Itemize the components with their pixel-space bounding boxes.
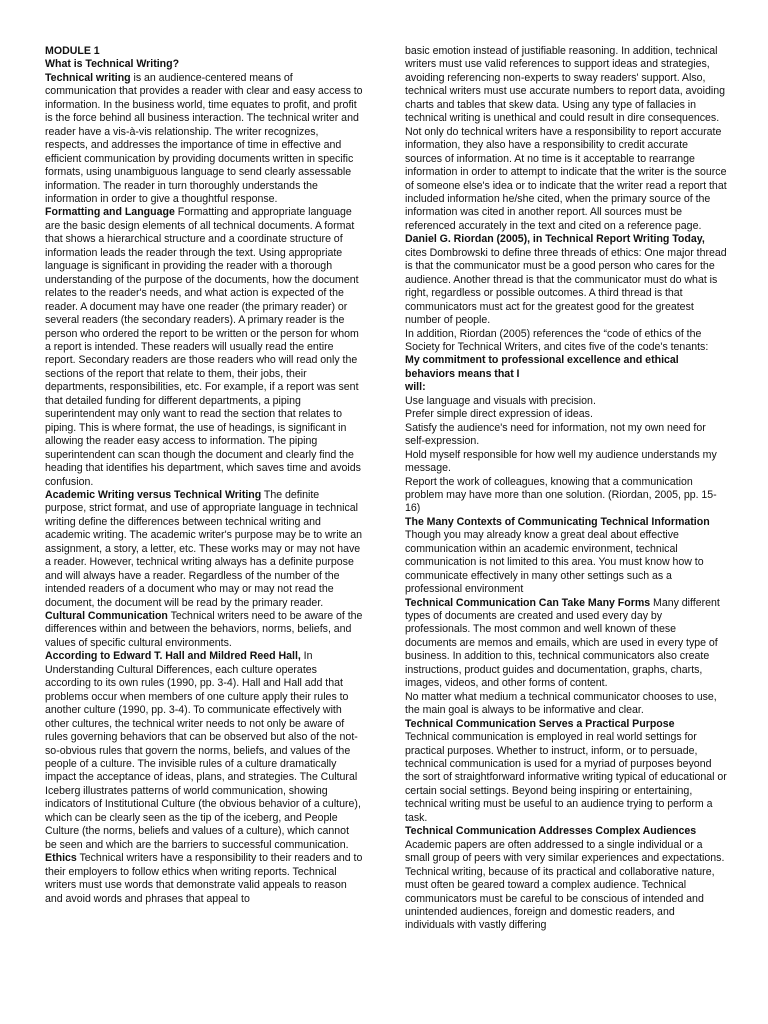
tenet-item: Use language and visuals with precision. xyxy=(405,394,596,407)
body-audiences: Academic papers are often addressed to a single individual or a small group of peers with very similar experiences and expectations. Technical writing, because of its practical and collaborative nature, must often be geared toward a complex audience. Technical communicators must be careful to be conscious of intended and unintended audiences, foreign and domestic readers, and individuals with vastly differing xyxy=(405,838,725,932)
body-practical: Technical communication is employed in real world settings for practical purposes. Whether to instruct, inform, or to persuade, technical communication is used for a myriad of purposes beyond the sort of straightforward informative writing typical of educational or certain social settings. Beyond being inspiring or entertaining, technical writing must be useful to an audience trying to perform a task. xyxy=(405,731,727,824)
paragraph-academic xyxy=(45,489,363,610)
paragraph-riordan-addition: In addition, Riordan (2005) references the “code of ethics of the Society for Technical Writers, and cites five of the code's tenants: xyxy=(405,327,709,353)
paragraph-forms xyxy=(405,597,727,691)
heading-practical: Technical Communication Serves a Practical Purpose xyxy=(405,717,675,730)
heading-cultural: Cultural Communication xyxy=(45,610,168,623)
paragraph-hall xyxy=(45,650,363,852)
paragraph-ethics-continued: basic emotion instead of justifiable reasoning. In addition, technical writers must use valid references to support ideas and strategies, avoiding referencing non-experts to sway readers' support. Also, technical writers must use accurate numbers to report data, avoiding charts and tables that skew data. Using any type of fallacies in technical writing is unethical and could result in dire consequences. Not only do technical writers have a responsibility to report accurate information, they also have a responsibility to credit accurate sources of information. At no time is it acceptable to rearrange information in order to attempt to indicate that the writer is the source of someone else's idea or to indicate that the writer read a report that included information he/she cited, when the primary source of the information was cited in another report. All sources must be referenced accurately in the text and cited on a reference page. xyxy=(405,45,727,232)
paragraph-formatting xyxy=(45,206,363,489)
heading-formatting: Formatting and Language xyxy=(45,206,175,219)
heading-ethics: Ethics xyxy=(45,852,77,865)
heading-contexts: The Many Contexts of Communicating Technical Information xyxy=(405,515,710,528)
tenet-item: Satisfy the audience's need for information, not my own need for self-expression. xyxy=(405,421,706,448)
tenet-item: Hold myself responsible for how well my audience understands my message. xyxy=(405,448,717,475)
tenets-list xyxy=(405,395,727,516)
commitment-heading-line-1: My commitment to professional excellence and ethical behaviors means that I xyxy=(405,354,679,380)
body-cultural: Technical writers need to be aware of the differences within and between the behaviors, norms, beliefs, and values of specific cultural environments. xyxy=(45,610,363,649)
right-column xyxy=(405,45,727,933)
heading-audiences: Technical Communication Addresses Complex Audiences xyxy=(405,825,697,838)
body-formatting: Formatting and appropriate language are the basic design elements of all technical documents. A format that shows a hierarchical structure and a coordinate structure of information leads the reader through the text. Using appropriate language is significant in providing the reader with a thorough understanding of the purpose of the documents, how the document relates to the reader's needs, and what action is expected of the reader. A document may have one reader (the primary reader) or several readers (the secondary readers). A primary reader is the person who ordered the report to be written or the person for whom a report is intended. These readers will usually read the entire report. Secondary readers are those readers who will read only the sections of the report that relate to them, their jobs, their departments, responsibilities, etc. For example, if a report was sent that detailed funding for different departments, a piping superintendent may only want to read the section that relates to piping. This is where format, the use of headings, is significant in allowing the reader easy access to information. The piping superintendent can scan though the document and clearly find the heading that identifies his department, which saves time and avoids confusion. xyxy=(45,206,361,488)
paragraph-technical-writing xyxy=(45,72,363,207)
heading-riordan: Daniel G. Riordan (2005), in Technical Report Writing Today, xyxy=(405,233,705,246)
body-hall: In Understanding Cultural Differences, each culture operates according to its own rules (1990, pp. 3-4). Hall and Hall add that problems occur when members of one culture apply their rules to another culture (1990, pp. 3-4). To communicate effectively with other cultures, the technical writer needs to not only be aware of rules governing behaviors that can be observed but also of the not-so-obvious rules that govern the norms, beliefs, and values of the people of a culture. The invisible rules of a culture dramatically impact the acceptance of ideas, plans, and strategies. The Cultural Iceberg illustrates patterns of world communication, showing indicators of Institutional Culture (the obvious behavior of a culture), which can be clearly seen as the tip of the iceberg, and People Culture (the norms, beliefs and values of a culture), which cannot be seen and which are the barriers to successful communication. xyxy=(45,650,361,851)
body-riordan: cites Dombrowski to define three threads of ethics: One major thread is that the communicator must be a good person who cares for the audience. Another thread is that the communicator must do what is right, regardless or possible outcomes. A third thread is that communicators must act for the greatest good for the greatest number of people. xyxy=(405,246,727,327)
body-ethics: Technical writers have a responsibility to their readers and to their employers to follow ethics when writing reports. Technical writers must use words that demonstrate valid appeals to reason and avoid words and phrases that appeal to xyxy=(45,852,363,905)
tenet-item: Report the work of colleagues, knowing that a communication problem may have more than one solution. (Riordan, 2005, pp. 15-16) xyxy=(405,475,717,515)
body-technical-writing: is an audience-centered means of communication that provides a reader with clear and easy access to information. In the business world, time equates to profit, and profit is the force behind all business interaction. The technical writer and reader have a vis-à-vis relationship. The writer recognizes, respects, and addresses the importance of time in effective and efficient communication by providing documents written in specific formats, using unambiguous language to send clearly assessable information. The reader in turn thoroughly understands the information in order to give a thoughtful response. xyxy=(45,71,363,205)
heading-hall: According to Edward T. Hall and Mildred Reed Hall, xyxy=(45,650,301,663)
body-forms: Many different types of documents are created and used every day by professionals. The most common and well known of these documents are memos and emails, which are used in every type of business. In addition to this, technical communicators also create instructions, product guides and documentation, graphs, charts, images, videos, and other forms of content. xyxy=(405,596,720,690)
paragraph-ethics xyxy=(45,852,363,906)
tenet-item: Prefer simple direct expression of ideas. xyxy=(405,408,593,421)
paragraph-cultural xyxy=(45,610,363,650)
commitment-heading-line-2: will: xyxy=(405,381,426,394)
paragraph-contexts xyxy=(405,516,727,597)
body-academic: The definite purpose, strict format, and use of appropriate language in technical writing define the differences between technical writing and academic writing. The academic writer's purpose may be to write an assignment, a story, a letter, etc. These works may or may not have a reader. However, technical writing always has a definite purpose and will always have a reader. Regardless of the number of the intended readers of a document who may or may not read the document, the document will be read by the primary reader. xyxy=(45,488,363,609)
module-title: MODULE 1 xyxy=(45,45,100,57)
paragraph-riordan xyxy=(405,233,727,327)
heading-academic: Academic Writing versus Technical Writing xyxy=(45,488,262,501)
commitment-heading xyxy=(405,354,727,394)
left-column xyxy=(45,45,363,906)
heading-forms: Technical Communication Can Take Many Forms xyxy=(405,596,651,609)
body-contexts: Though you may already know a great deal about effective communication within an academic environment, technical communication is not limited to this area. You must know how to communicate effectively in many other settings such as a professional environment xyxy=(405,529,704,596)
paragraph-forms-followup: No matter what medium a technical communicator chooses to use, the main goal is always to be informative and clear. xyxy=(405,690,717,717)
heading-technical-writing: Technical writing xyxy=(45,71,131,84)
module-question: What is Technical Writing? xyxy=(45,58,180,71)
